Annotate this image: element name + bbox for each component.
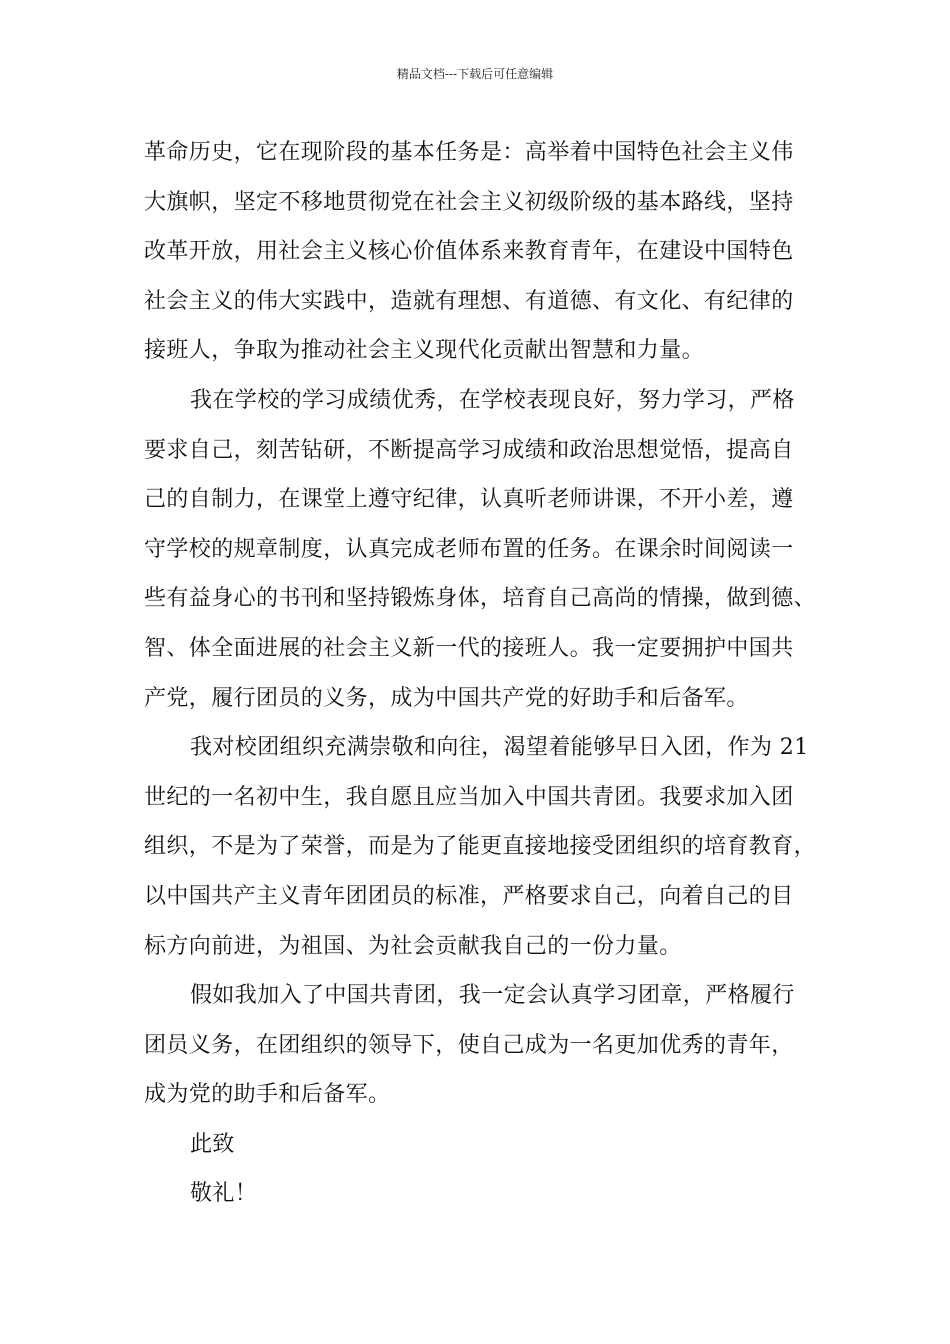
text-line: 大旗帜，坚定不移地贯彻党在社会主义初级阶级的基本路线，坚持 — [144, 189, 794, 215]
document-body — [144, 128, 817, 1219]
text-line: 智、体全面进展的社会主义新一代的接班人。我一定要拥护中国共 — [144, 635, 794, 661]
text-line: 团员义务，在团组织的领导下，使自己成为一名更加优秀的青年， — [144, 1032, 794, 1058]
text-line: 成为党的助手和后备军。 — [144, 1082, 391, 1108]
paragraph-start-line: 我对校团组织充满崇敬和向往，渴望着能够早日入团，作为 21 — [190, 735, 809, 761]
text-line: 社会主义的伟大实践中，造就有理想、有道德、有文化、有纪律的 — [144, 288, 794, 314]
closing-regards: 敬礼！ — [190, 1181, 258, 1207]
text-line: 革命历史，它在现阶段的基本任务是：高举着中国特色社会主义伟 — [144, 140, 794, 165]
text-line: 标方向前进，为祖国、为社会贡献我自己的一份力量。 — [144, 933, 682, 959]
text-line: 世纪的一名初中生，我自愿且应当加入中国共青团。我要求加入团 — [144, 784, 794, 810]
text-line: 守学校的规章制度，认真完成老师布置的任务。在课余时间阅读一 — [144, 536, 794, 562]
text-line: 组织，不是为了荣誉，而是为了能更直接地接受团组织的培育教育， — [144, 834, 817, 860]
paragraph-start-line: 假如我加入了中国共青团，我一定会认真学习团章，严格履行 — [190, 983, 795, 1009]
text-line: 些有益身心的书刊和坚持锻炼身体，培育自己高尚的情操，做到德、 — [144, 586, 817, 612]
text-line: 己的自制力，在课堂上遵守纪律，认真听老师讲课，不开小差，遵 — [144, 487, 794, 513]
text-line: 接班人，争取为推动社会主义现代化贡献出智慧和力量。 — [144, 338, 705, 364]
paragraph-start-line: 我在学校的学习成绩优秀，在学校表现良好，努力学习，严格 — [190, 387, 795, 413]
text-line: 要求自己，刻苦钻研，不断提高学习成绩和政治思想觉悟，提高自 — [144, 437, 794, 463]
text-line: 改革开放，用社会主义核心价值体系来教育青年，在建设中国特色 — [144, 239, 794, 265]
page-header: 精品文档---下载后可任意编辑 — [396, 67, 554, 81]
text-line: 产党，履行团员的义务，成为中国共产党的好助手和后备军。 — [144, 685, 749, 711]
closing-salutation: 此致 — [190, 1131, 235, 1157]
text-line: 以中国共产主义青年团团员的标准，严格要求自己，向着自己的目 — [144, 883, 794, 909]
